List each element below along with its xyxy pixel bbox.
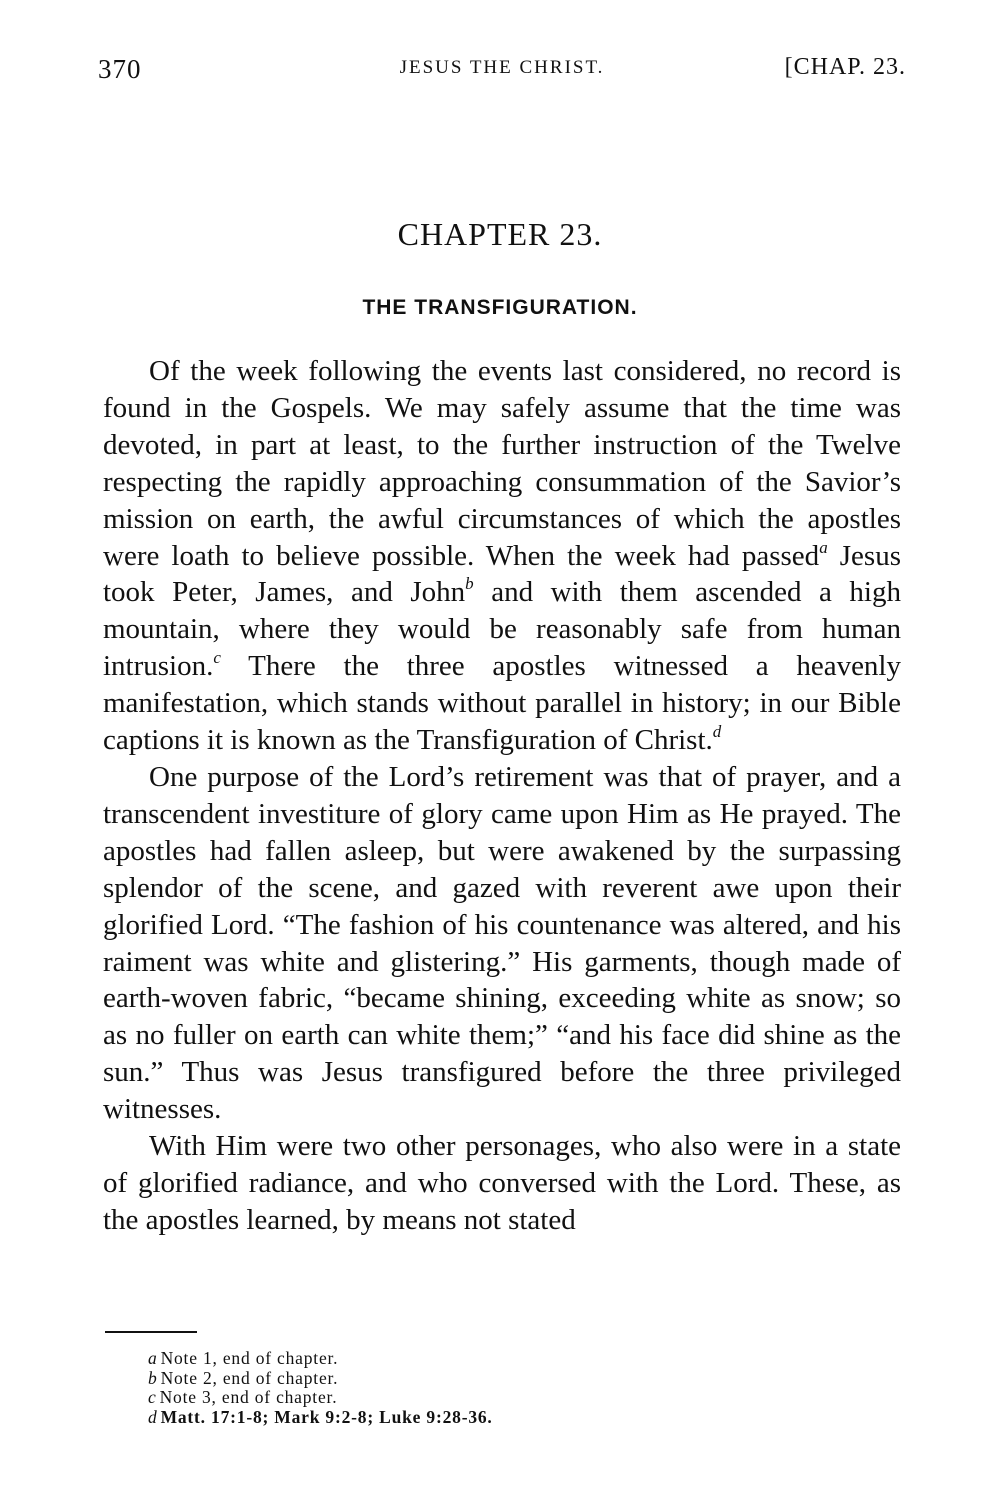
footnote-divider [105,1331,197,1333]
chapter-heading: CHAPTER 23. [397,216,603,252]
footnote-ref: d [712,722,722,742]
paragraph-2: One purpose of the Lord’s retirement was that of prayer, and a transcendent investiture of glory came upon Him as He prayed. The apostles had fallen asleep, but were awakened by the surpassing splendor of the scene, and gazed with reverent awe upon their glorified Lord. “The fashion of his countenance was altered, and his raiment was white and glistering.” His garments, though made of earth-woven fabric, “became shining, exceeding white as snow; so as no fuller on earth can white them;” “and his face did shine as the sun.” Thus was Jesus transfigured before the three privileged witnesses. [103,760,901,1126]
running-head [98,54,906,88]
footnote-d [148,1408,748,1428]
paragraph-3: With Him were two other personages, who also were in a state of glorified radiance, and who conversed with the Lord. These, as the apostles learned, by means not stated [103,1130,901,1236]
footnote-mark: d [148,1406,158,1427]
footnote-ref: a [819,537,828,557]
paragraph-1-part: and with them ascended a high mountain, where they would be reasonably safe from human intrusion. [103,576,901,683]
footnote-ref: c [213,648,221,668]
footnote-mark: c [148,1387,157,1407]
footnote-ref: b [465,574,474,594]
footnotes [148,1349,748,1427]
footnote-mark: a [148,1348,158,1368]
paragraph-1 [103,353,901,759]
running-chapter-ref: [CHAP. 23. [784,54,906,80]
footnote-text: Matt. 17:1-8; Mark 9:2-8; Luke 9:28-36. [160,1406,493,1427]
footnote-text: Note 1, end of chapter. [160,1348,339,1368]
paragraph-1-part: There the three apostles witnessed a heavenly manifestation, which stands without parallel in history; in our Bible captions it is known as the Transfiguration of Christ. [103,650,901,757]
paragraph-1-part: Jesus took Peter, James, and John [103,539,901,609]
footnote-text: Note 2, end of chapter. [160,1367,339,1388]
footnote-mark: b [148,1367,158,1388]
footnote-c [148,1388,748,1408]
running-title: JESUS THE CHRIST. [399,57,605,78]
chapter-title: THE TRANSFIGURATION. [362,296,638,319]
body-text [103,353,901,1239]
footnote-b [148,1369,748,1389]
page-number: 370 [98,54,142,84]
footnote-a [148,1349,748,1369]
footnote-text: Note 3, end of chapter. [159,1387,338,1407]
paragraph-1-part: Of the week following the events last considered, no record is found in the Gospels. We may safely assume that the time was devoted, in part at least, to the further instruction of the Twelve respecting the rapidly approaching consummation of the Savior’s mission on earth, the awful circumstances of which the apostles were loath to believe possible. When the week had passed [103,355,901,572]
